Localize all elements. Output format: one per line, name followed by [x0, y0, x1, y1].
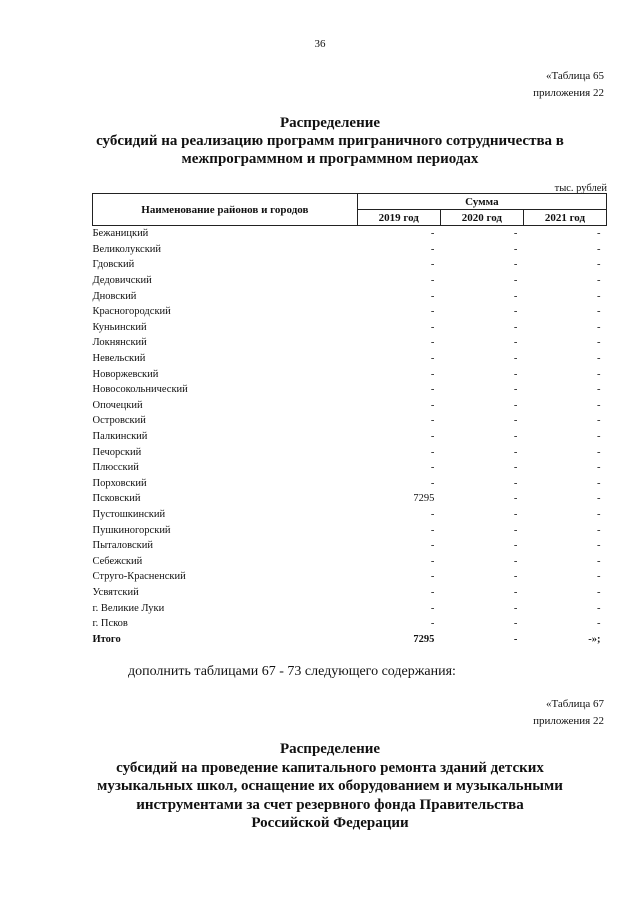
cell-2021-value: -: [597, 353, 601, 365]
cell-2019-value: -: [430, 306, 435, 318]
cell-2021-value: -: [597, 524, 601, 536]
header-year-2020: 2020 год: [440, 210, 523, 226]
cell-district-name: Гдовский: [92, 259, 135, 271]
cell-2020-value: -: [513, 462, 518, 474]
cell-2019-value: -: [430, 368, 435, 380]
cell-2021-value: -: [597, 290, 601, 302]
table-67-ref-line1: «Таблица 67: [545, 698, 604, 710]
cell-2020-value: -: [513, 586, 518, 598]
subsidy-table: [92, 193, 607, 647]
cell-2021-value: -: [597, 243, 601, 255]
table-67-title: [60, 740, 600, 833]
cell-2020-value: -: [513, 633, 518, 645]
cell-district-name: Итого: [92, 633, 121, 645]
table-row: [93, 351, 607, 367]
cell-2020-value: -: [513, 493, 518, 505]
cell-district-name: Локнянский: [92, 337, 147, 349]
table-row: [93, 226, 607, 242]
cell-district-name: Новосокольнический: [92, 384, 188, 396]
header-year-2021: 2021 год: [523, 210, 606, 226]
cell-2021-value: -: [597, 618, 601, 630]
table-row: [93, 585, 607, 601]
cell-2021-value: -: [597, 415, 601, 427]
table-65-reference: [533, 68, 604, 102]
cell-2021-value: -: [597, 555, 601, 567]
table-row: [93, 491, 607, 507]
cell-district-name: Новоржевский: [92, 368, 159, 380]
cell-2021-value: -: [597, 571, 601, 583]
cell-2021-value: -: [597, 540, 601, 552]
cell-2021-value: -: [597, 399, 601, 411]
cell-district-name: Куньинский: [92, 321, 147, 333]
cell-district-name: Печорский: [92, 446, 142, 458]
cell-2021-value: -: [597, 477, 601, 489]
table-65-ref-line1: «Таблица 65: [545, 70, 604, 82]
cell-district-name: Опочецкий: [92, 399, 143, 411]
cell-2020-value: -: [513, 508, 518, 520]
table-row: [93, 257, 607, 273]
title-65-line2: субсидий на реализацию программ приграничного сотрудничества в: [96, 133, 564, 149]
cell-2019-value: -: [430, 431, 435, 443]
cell-2019-value: -: [430, 524, 435, 536]
cell-district-name: Палкинский: [92, 431, 148, 443]
cell-2019-value: -: [430, 275, 435, 287]
cell-district-name: Струго-Красненский: [92, 571, 186, 583]
table-row: [93, 335, 607, 351]
cell-2019-value: -: [430, 462, 435, 474]
cell-district-name: Дедовичский: [92, 275, 152, 287]
cell-2020-value: -: [513, 306, 518, 318]
table-67-ref-line2: приложения 22: [533, 715, 604, 727]
header-year-2019: 2019 год: [357, 210, 440, 226]
cell-2020-value: -: [513, 618, 518, 630]
cell-2020-value: -: [513, 228, 518, 240]
table-row: [93, 366, 607, 382]
table-row: [93, 600, 607, 616]
cell-district-name: Псковский: [92, 493, 141, 505]
cell-2021-value: -: [597, 337, 601, 349]
cell-2019-value: -: [430, 555, 435, 567]
table-row: [93, 538, 607, 554]
cell-2020-value: -: [513, 477, 518, 489]
cell-2019-value: -: [430, 399, 435, 411]
cell-2020-value: -: [513, 321, 518, 333]
cell-2020-value: -: [513, 337, 518, 349]
cell-2020-value: -: [513, 540, 518, 552]
cell-2021-value: -: [597, 384, 601, 396]
title-67-line2: субсидий на проведение капитального ремонта зданий детских: [116, 759, 544, 776]
cell-2021-value: -: [597, 275, 601, 287]
table-65-ref-line2: приложения 22: [533, 87, 604, 99]
table-row: [93, 413, 607, 429]
cell-2021-value: -: [597, 431, 601, 443]
table-67-reference: [533, 696, 604, 730]
cell-district-name: Плюсский: [92, 462, 139, 474]
cell-2019-value: -: [430, 446, 435, 458]
cell-district-name: Себежский: [92, 555, 143, 567]
cell-2021-value: -: [597, 446, 601, 458]
cell-2021-value: -: [597, 493, 601, 505]
cell-2020-value: -: [513, 446, 518, 458]
cell-2019-value: 7295: [413, 493, 435, 505]
cell-2019-value: -: [430, 321, 435, 333]
cell-2019-value: -: [430, 228, 435, 240]
title-67-line1: Распределение: [279, 741, 381, 757]
cell-2020-value: -: [513, 290, 518, 302]
cell-2021-value: -: [597, 602, 601, 614]
cell-2019-value: -: [430, 384, 435, 396]
table-row: [93, 553, 607, 569]
cell-2019-value: -: [430, 259, 435, 271]
cell-district-name: Островский: [92, 415, 146, 427]
cell-2020-value: -: [513, 368, 518, 380]
cell-district-name: Красногородский: [92, 306, 171, 318]
cell-2020-value: -: [513, 259, 518, 271]
cell-2021-value: -: [597, 321, 601, 333]
units-label: тыс. рублей: [554, 183, 607, 194]
cell-2020-value: -: [513, 399, 518, 411]
cell-2019-value: -: [430, 618, 435, 630]
cell-2019-value: 7295: [413, 633, 435, 645]
cell-district-name: Порховский: [92, 477, 147, 489]
header-name: Наименование районов и городов: [93, 194, 358, 226]
cell-2020-value: -: [513, 602, 518, 614]
cell-2020-value: -: [513, 415, 518, 427]
cell-2019-value: -: [430, 415, 435, 427]
cell-district-name: Невельский: [92, 353, 146, 365]
cell-2021-value: -: [597, 259, 601, 271]
cell-2019-value: -: [430, 477, 435, 489]
cell-2020-value: -: [513, 431, 518, 443]
cell-district-name: Дновский: [92, 290, 137, 302]
cell-2021-value: -: [597, 462, 601, 474]
table-row: [93, 444, 607, 460]
cell-district-name: Бежаницкий: [92, 228, 149, 240]
cell-2019-value: -: [430, 243, 435, 255]
cell-2019-value: -: [430, 586, 435, 598]
cell-2019-value: -: [430, 540, 435, 552]
table-row: [93, 242, 607, 258]
table-body: [93, 226, 607, 648]
table-row: [93, 382, 607, 398]
cell-2021-value: -: [597, 228, 601, 240]
title-67-line5: Российской Федерации: [251, 815, 409, 831]
cell-district-name: г. Великие Луки: [92, 602, 165, 614]
cell-2020-value: -: [513, 353, 518, 365]
table-row: [93, 304, 607, 320]
cell-2019-value: -: [430, 353, 435, 365]
cell-2021-value: -: [597, 586, 601, 598]
table-row: [93, 507, 607, 523]
cell-district-name: г. Псков: [92, 618, 128, 630]
cell-district-name: Усвятский: [92, 586, 139, 598]
table-row: [93, 476, 607, 492]
title-65-line1: Распределение: [279, 115, 381, 131]
table-row: [93, 320, 607, 336]
cell-2020-value: -: [513, 275, 518, 287]
cell-2020-value: -: [513, 571, 518, 583]
cell-2021-value: -: [597, 508, 601, 520]
cell-2020-value: -: [513, 384, 518, 396]
cell-district-name: Пушкиногорский: [92, 524, 171, 536]
cell-2020-value: -: [513, 555, 518, 567]
cell-2019-value: -: [430, 571, 435, 583]
table-row: [93, 569, 607, 585]
cell-2021-value: -»;: [588, 633, 601, 645]
title-67-line3: музыкальных школ, оснащение их оборудованием и музыкальными: [97, 778, 563, 794]
table-row: [93, 273, 607, 289]
cell-2019-value: -: [430, 602, 435, 614]
cell-2021-value: -: [597, 368, 601, 380]
cell-2020-value: -: [513, 243, 518, 255]
cell-2020-value: -: [513, 524, 518, 536]
table-row: [93, 616, 607, 632]
cell-district-name: Пыталовский: [92, 540, 153, 552]
title-65-line3: межпрограммном и программном периодах: [181, 151, 479, 167]
cell-2019-value: -: [430, 337, 435, 349]
table-total-row: [93, 631, 607, 647]
cell-2021-value: -: [597, 306, 601, 318]
table-65-title: [60, 114, 600, 168]
table-row: [93, 288, 607, 304]
table-row: [93, 398, 607, 414]
header-sum: Сумма: [357, 194, 606, 210]
table-row: [93, 522, 607, 538]
title-67-line4: инструментами за счет резервного фонда Правительства: [136, 796, 524, 813]
cell-district-name: Великолукский: [92, 243, 162, 255]
page-number: 36: [314, 38, 326, 50]
cell-2019-value: -: [430, 508, 435, 520]
amendment-note: дополнить таблицами 67 - 73 следующего содержания:: [128, 664, 456, 679]
cell-district-name: Пустошкинский: [92, 508, 166, 520]
table-row: [93, 460, 607, 476]
cell-2019-value: -: [430, 290, 435, 302]
table-row: [93, 429, 607, 445]
